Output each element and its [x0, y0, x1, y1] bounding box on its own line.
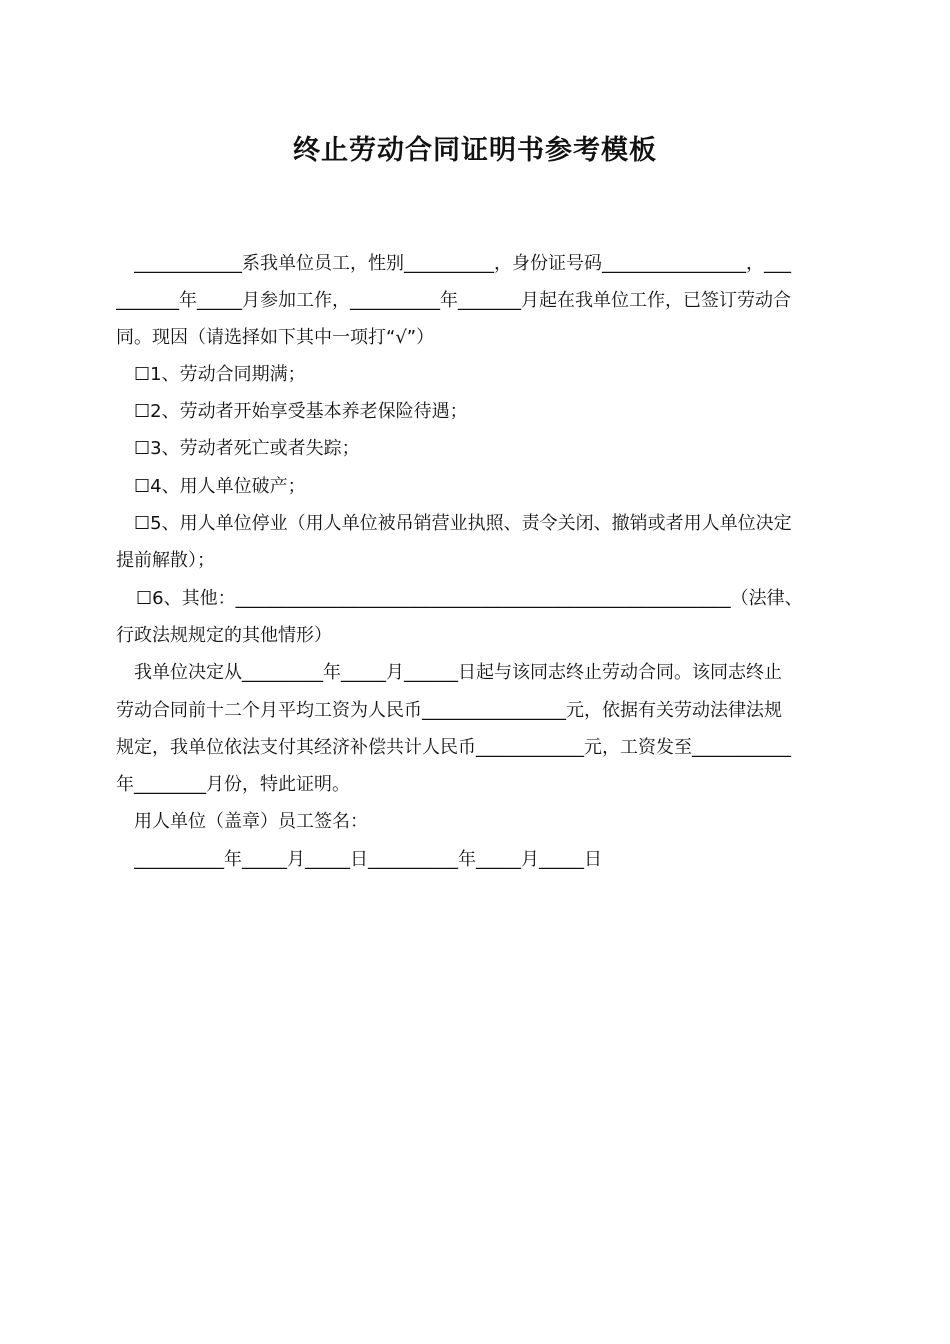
document-title: 终止劳动合同证明书参考模板	[293, 135, 657, 166]
paragraph2-line4: 年________月份，特此证明。	[116, 774, 350, 795]
paragraph1-line2: _______年_____月参加工作，__________年_______月起在我单位工作，已签订劳动合	[116, 290, 791, 311]
paragraph2-line1: 我单位决定从_________年_____月______日起与该同志终止劳动合同。该同志终止	[134, 662, 782, 683]
option-3: ☐3、劳动者死亡或者失踪；	[134, 438, 360, 459]
paragraph1-line1: ____________系我单位员工，性别__________，身份证号码________________，___	[134, 253, 791, 274]
paragraph2-line2: 劳动合同前十二个月平均工资为人民币________________元，依据有关劳动法律法规	[116, 700, 782, 721]
option-6-line2: 行政法规规定的其他情形）	[116, 625, 332, 646]
option-2: ☐2、劳动者开始享受基本养老保险待遇；	[134, 401, 468, 422]
option-6-line1: ☐6、其他：_______________________________________________________（法律、	[136, 588, 803, 609]
signature-dates: __________年_____月_____日__________年_____月_____日	[134, 849, 602, 870]
paragraph2-line3: 规定，我单位依法支付其经济补偿共计人民币____________元，工资发至___________	[116, 737, 791, 758]
option-1: ☐1、劳动合同期满；	[134, 364, 306, 385]
option-5-line2: 提前解散）；	[116, 550, 215, 571]
signature-label: 用人单位（盖章）员工签名：	[134, 811, 368, 832]
option-5-line1: ☐5、用人单位停业（用人单位被吊销营业执照、责令关闭、撤销或者用人单位决定	[134, 513, 792, 534]
option-4: ☐4、用人单位破产；	[134, 476, 306, 497]
paragraph1-line3: 同。现因（请选择如下其中一项打“√”）	[116, 327, 435, 348]
